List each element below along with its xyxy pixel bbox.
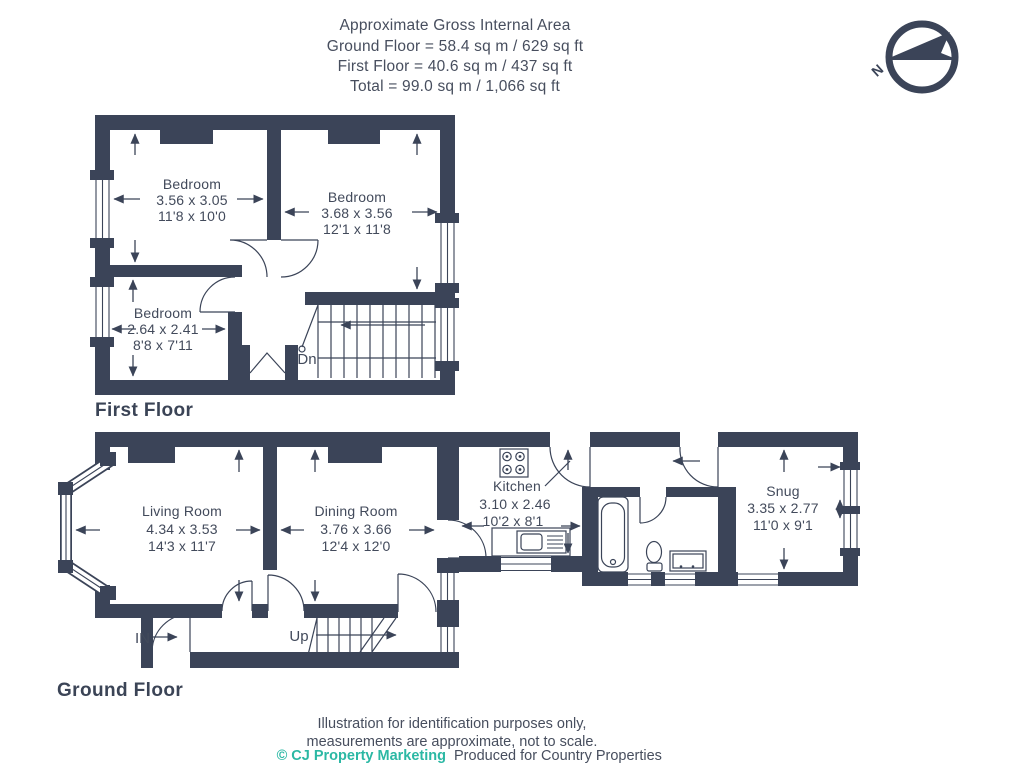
stairs-up-label: Up [289,628,309,645]
stove-icon [500,449,528,477]
dining-room-metric: 3.76 x 3.66 [320,521,392,537]
living-room-imperial: 14'3 x 11'7 [147,538,217,554]
disclaimer-line2: measurements are approximate, not to scale. [306,734,598,750]
entrance [135,630,177,647]
header-ground-floor-area: Ground Floor = 58.4 sq m / 629 sq ft [326,38,584,55]
snug-name: Snug [766,483,800,499]
bedroom1-name: Bedroom [162,176,222,192]
kitchen-imperial: 10'2 x 8'1 [482,513,544,529]
living-room-name: Living Room [141,503,223,519]
ground-floor-plan [57,432,860,701]
header-first-floor-area: First Floor = 40.6 sq m / 437 sq ft [337,58,573,75]
header-total-area: Total = 99.0 sq m / 1,066 sq ft [350,78,560,95]
bedroom1-metric: 3.56 x 3.05 [156,192,228,208]
compass-north-icon [868,24,956,90]
kitchen-metric: 3.10 x 2.46 [479,496,551,512]
header-area-summary [327,17,584,95]
bedroom2-name: Bedroom [327,189,387,205]
ground-floor-label: Ground Floor [57,680,184,701]
credit-produced-for: Produced for Country Properties [454,748,662,764]
ground-floor-doors [152,447,718,652]
ground-floor-stairs [289,618,396,655]
bedroom3-metric: 2.64 x 2.41 [127,321,199,337]
first-floor-stairs [297,305,436,378]
header-title: Approximate Gross Internal Area [339,17,571,34]
bedroom2-imperial: 12'1 x 11'8 [322,221,392,237]
disclaimer-line1: Illustration for identification purposes only, [317,716,587,732]
credit-cj-property-marketing: © CJ Property Marketing [276,748,446,764]
vanity-basin-icon [670,551,706,571]
kitchen-name: Kitchen [492,478,542,494]
bedroom3-imperial: 8'8 x 7'11 [132,337,194,353]
kitchen-sink-icon [492,528,570,556]
snug-imperial: 11'0 x 9'1 [752,517,814,533]
dining-room-name: Dining Room [314,503,398,519]
dining-room-imperial: 12'4 x 12'0 [321,538,391,554]
bedroom1-imperial: 11'8 x 10'0 [157,208,227,224]
bedroom2-metric: 3.68 x 3.56 [321,205,393,221]
first-floor-plan [90,115,459,421]
snug-metric: 3.35 x 2.77 [747,500,819,516]
bathtub-icon [598,497,628,572]
stairs-down-label: Dn [297,351,317,368]
compass-north-label: N [868,60,887,80]
entrance-in-label: IN [135,630,150,647]
footer-disclaimer [277,716,662,764]
toilet-icon [647,542,663,572]
first-floor-walls [90,115,459,395]
first-floor-room-labels [127,176,392,353]
living-room-metric: 4.34 x 3.53 [146,521,218,537]
first-floor-label: First Floor [95,400,194,421]
bedroom3-name: Bedroom [133,305,193,321]
bay-window [58,452,116,600]
